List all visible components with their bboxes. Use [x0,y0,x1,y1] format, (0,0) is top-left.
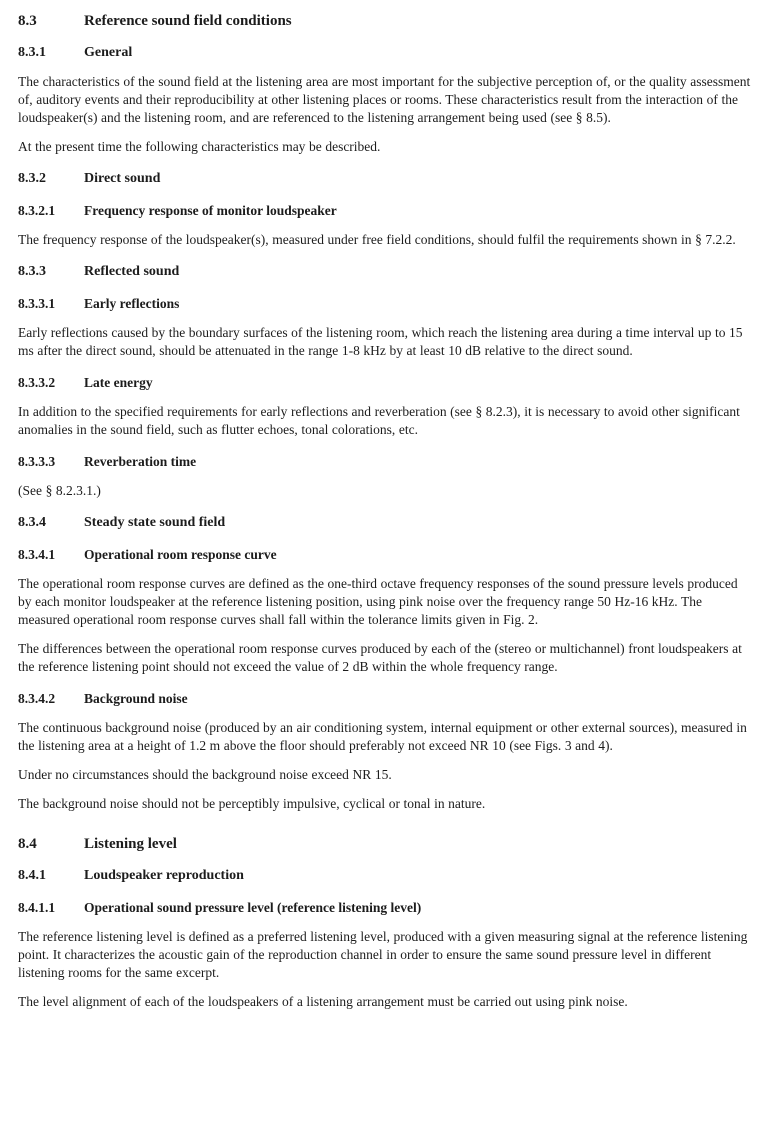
section-heading-8.3.1 [18,44,754,62]
section-number: 8.3.4.1 [18,547,56,562]
paragraph: The reference listening level is defined as a preferred listening level, produced with a given measuring signal at the reference listening point. It characterizes the acoustic gain of the reproduction channel in order to ensure the same sound pressure level in different listening rooms for the same excerpt. [18,929,748,980]
paragraph: Early reflections caused by the boundary surfaces of the listening room, which reach the listening area during a time interval up to 15 ms after the direct sound, should be attenuated in the range 1-8 kHz by at least 10 dB relative to the direct sound. [18,325,743,358]
section-number: 8.3.3.3 [18,454,56,469]
section-title: Operational sound pressure level (reference listening level) [84,900,422,915]
paragraph: The operational room response curves are defined as the one-third octave frequency responses of the sound pressure levels produced by each monitor loudspeaker at the reference listening position, using pink noise over the frequency range 50 Hz-16 kHz. The measured operational room response curves shall fall within the tolerance limits given in Fig. 2. [18,576,738,627]
paragraph: (See § 8.2.3.1.) [18,483,101,498]
section-title: Steady state sound field [84,515,226,530]
section-title: Loudspeaker reproduction [84,868,244,883]
section-heading-8.3.2.1 [18,202,754,220]
section-title: Early reflections [84,296,180,311]
section-title: Background noise [84,691,188,706]
section-title: General [84,45,133,60]
section-heading-8.3.4.1 [18,546,754,564]
section-number: 8.3.4 [18,515,46,530]
section-heading-8.3.2 [18,170,754,188]
section-heading-8.3.3.1 [18,295,754,313]
paragraph: The level alignment of each of the loudspeakers of a listening arrangement must be carried out using pink noise. [18,994,628,1009]
section-heading-8.4.1 [18,867,754,885]
section-heading-8.4 [18,835,754,853]
section-title: Operational room response curve [84,547,277,562]
paragraph: The continuous background noise (produced by an air conditioning system, internal equipment or other external sources), measured in the listening area at a height of 1.2 m above the floor should preferably not exceed NR 10 (see Figs. 3 and 4). [18,720,747,753]
paragraph: The differences between the operational room response curves produced by each of the (stereo or multichannel) front loudspeakers at the reference listening point should not exceed the value of 2 dB within the whole frequency range. [18,641,742,674]
section-heading-8.3.3.2 [18,374,754,392]
section-number: 8.3 [18,13,37,29]
paragraph: The frequency response of the loudspeaker(s), measured under free field conditions, should fulfil the requirements shown in § 7.2.2. [18,232,736,247]
section-number: 8.3.1 [18,45,46,60]
section-title: Late energy [84,375,153,390]
section-number: 8.3.2 [18,171,46,186]
section-number: 8.3.3.1 [18,296,56,311]
section-number: 8.4 [18,836,37,852]
section-number: 8.3.2.1 [18,203,56,218]
paragraph: In addition to the specified requirements for early reflections and reverberation (see § 8.2.3), it is necessary to avoid other significant anomalies in the sound field, such as flutter echoes, tonal colorations, etc. [18,404,740,437]
section-number: 8.3.3.2 [18,375,56,390]
paragraph: The background noise should not be perceptibly impulsive, cyclical or tonal in nature. [18,796,486,811]
section-title: Reference sound field conditions [84,13,292,29]
section-title: Reflected sound [84,264,180,279]
document-content [18,12,754,1011]
section-heading-8.3 [18,12,754,30]
paragraph: Under no circumstances should the background noise exceed NR 15. [18,767,392,782]
section-title: Reverberation time [84,454,197,469]
paragraph: The characteristics of the sound field at the listening area are most important for the subjective perception of, or the quality assessment of, auditory events and their reproducibility at other listening places or rooms. These characteristics result from the interaction of the loudspeaker(s) and the listening room, and are referenced to the listening arrangement being used (see § 8.5). [18,74,751,125]
paragraph: At the present time the following characteristics may be described. [18,139,381,154]
section-heading-8.3.3 [18,263,754,281]
section-heading-8.3.3.3 [18,453,754,471]
section-number: 8.4.1 [18,868,46,883]
section-heading-8.3.4 [18,514,754,532]
section-title: Listening level [84,836,177,852]
section-title: Direct sound [84,171,161,186]
section-number: 8.3.4.2 [18,691,56,706]
section-heading-8.4.1.1 [18,899,754,917]
section-number: 8.4.1.1 [18,900,56,915]
section-title: Frequency response of monitor loudspeaker [84,203,337,218]
section-number: 8.3.3 [18,264,46,279]
section-heading-8.3.4.2 [18,690,754,708]
